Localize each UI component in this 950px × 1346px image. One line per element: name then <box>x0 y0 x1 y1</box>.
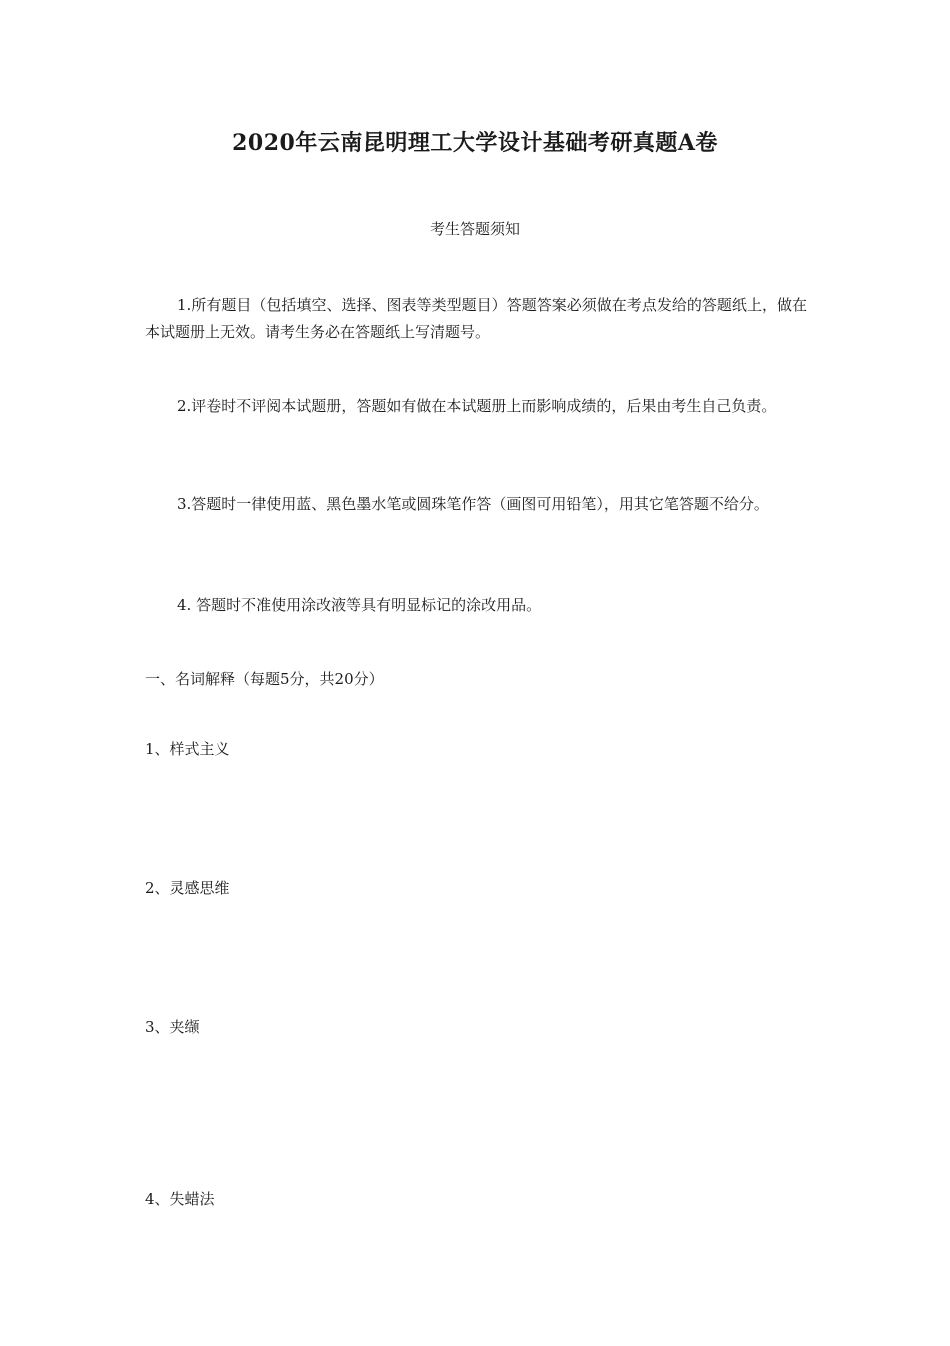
question-1: 1、样式主义 <box>145 740 230 758</box>
section-heading: 一、名词解释（每题5分，共20分） <box>145 670 384 688</box>
question-2: 2、灵感思维 <box>145 879 230 897</box>
notice-item-1: 1.所有题目（包括填空、选择、图表等类型题目）答题答案必须做在考点发给的答题纸上，做在本试题册上无效。请考生务必在答题纸上写清题号。 <box>145 296 807 341</box>
notice-item-3: 3.答题时一律使用蓝、黑色墨水笔或圆珠笔作答（画图可用铅笔），用其它笔答题不给分。 <box>177 495 769 513</box>
document-title: 2020年云南昆明理工大学设计基础考研真题A卷 <box>232 130 718 156</box>
question-3: 3、夹缬 <box>145 1018 200 1036</box>
notice-item-2: 2.评卷时不评阅本试题册，答题如有做在本试题册上而影响成绩的，后果由考生自己负责。 <box>177 397 777 415</box>
notice-heading: 考生答题须知 <box>429 220 520 238</box>
question-4: 4、失蜡法 <box>145 1190 215 1208</box>
notice-item-4: 4. 答题时不准使用涂改液等具有明显标记的涂改用品。 <box>177 596 542 614</box>
